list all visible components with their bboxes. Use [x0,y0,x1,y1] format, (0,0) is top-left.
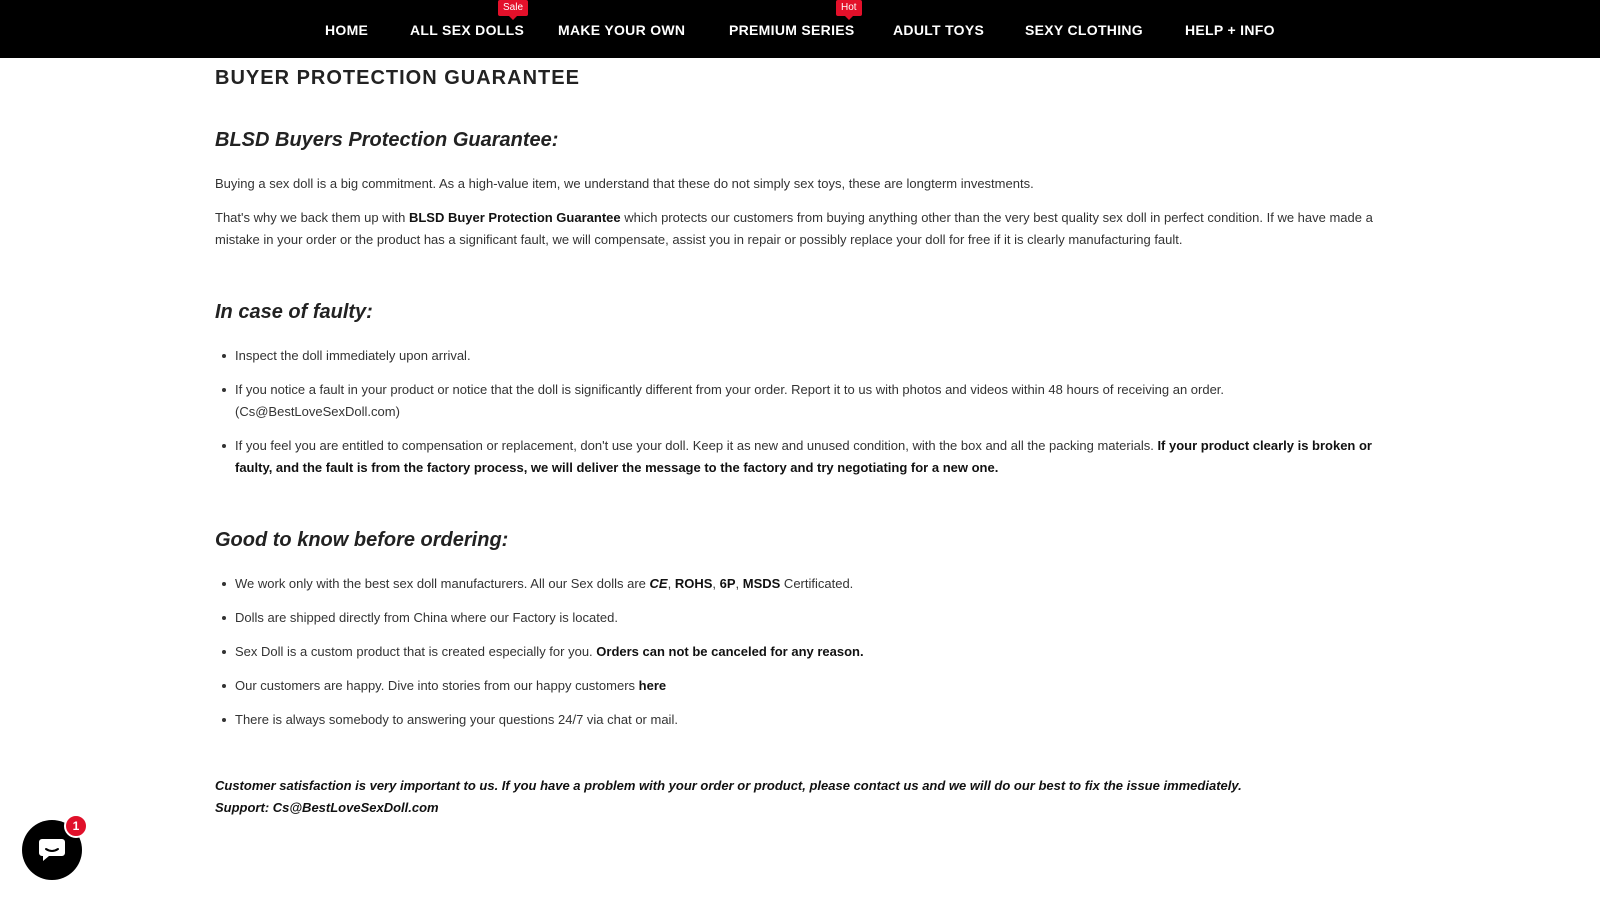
page-title: BUYER PROTECTION GUARANTEE [215,67,580,89]
nav-home[interactable]: HOME [325,22,369,38]
list-item: Dolls are shipped directly from China where our Factory is located. [235,607,1385,629]
list-item: We work only with the best sex doll manufacturers. All our Sex dolls are CE, ROHS, 6P, MSDS Certificated. [235,573,1385,595]
sale-badge: Sale [498,0,528,16]
intro-paragraph: Buying a sex doll is a big commitment. As a high-value item, we understand that these do not simply sex toys, these are longterm investments. [215,176,1034,191]
list-item: Our customers are happy. Dive into stories from our happy customers here [235,675,1385,697]
section-heading-good-to-know: Good to know before ordering: [215,529,509,551]
list-item: Sex Doll is a custom product that is created especially for you. Orders can not be canceled for any reason. [235,641,1385,663]
closing-statement: Customer satisfaction is very important to us. If you have a problem with your order or product, please contact us and we will do our best to fix the issue immediately. [215,778,1242,793]
section-heading-faulty: In case of faulty: [215,301,373,323]
list-item: There is always somebody to answering your questions 24/7 via chat or mail. [235,709,1385,731]
guarantee-paragraph: That's why we back them up with BLSD Buyer Protection Guarantee which protects our customers from buying anything other than the very best quality sex doll in perfect condition. If we have made a mistake in your order or the product has a significant fault, we will compensate, assist you in repair or possibly replace your doll for free if it is clearly manufacturing fault. [215,210,1373,247]
nav-sexy-clothing[interactable]: SEXY CLOTHING [1025,22,1143,38]
customer-stories-link[interactable]: here [638,678,667,693]
list-item: If you notice a fault in your product or notice that the doll is significantly different from your order. Report it to us with photos and videos within 48 hours of receiving an order. (Cs@BestLoveSexDoll.com) [235,379,1385,423]
nav-make-your-own[interactable]: MAKE YOUR OWN [558,22,686,38]
support-contact: Support: Cs@BestLoveSexDoll.com [215,800,439,815]
chat-notification-badge: 1 [64,814,88,838]
nav-help-info[interactable]: HELP + INFO [1185,22,1275,38]
hot-badge: Hot [836,0,862,16]
section-heading-protection: BLSD Buyers Protection Guarantee: [215,129,559,151]
top-navigation [0,0,1600,58]
nav-all-sex-dolls[interactable]: ALL SEX DOLLS [410,22,525,38]
nav-premium-series[interactable]: PREMIUM SERIES [729,22,855,38]
list-item: Inspect the doll immediately upon arrival. [235,345,1385,367]
guarantee-name: BLSD Buyer Protection Guarantee [408,210,621,225]
list-item: If you feel you are entitled to compensation or replacement, don't use your doll. Keep it as new and unused condition, with the box and all the packing materials. If your product clearly is broken or faulty, and the fault is from the factory process, we will deliver the message to the factory and try negotiating for a new one. [235,435,1385,479]
nav-adult-toys[interactable]: ADULT TOYS [893,22,985,38]
chat-bubble-icon [38,837,66,863]
